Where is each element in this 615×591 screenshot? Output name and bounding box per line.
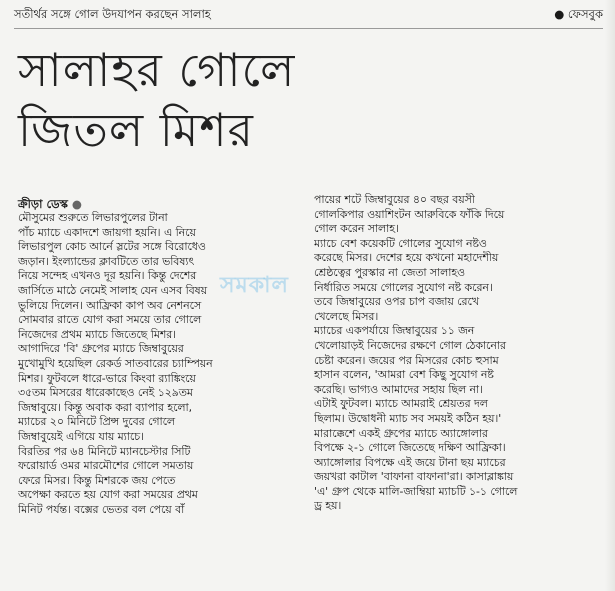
photo-source: ● ফেসবুক [554,7,603,21]
byline-text: ক্রীড়া ডেস্ক [18,197,68,211]
article-line: শ্রেষ্ঠত্বের পুরস্কার না জেতা সালাহও [314,265,465,279]
headline-line-2: জিতল মিশর [18,103,254,157]
article-line: পায়ের শটে জিম্বাবুয়ের ৪০ বছর বয়সী [314,193,475,206]
article-line: নিজেদের প্রথম ম্যাচে জিতেছে মিশর। [18,327,177,341]
article-line: গোল করেন সালাহ। [314,222,399,236]
article-line: 'এ' গ্রুপ থেকে মালি-জাম্বিয়া ম্যাচটি ১-১ গোলে [314,484,518,498]
article-line: ৩৫তম মিসরের ধারেকাছেও নেই ১২৯তম [18,386,193,400]
article-line: মুখোমুখি হয়েছিল রেকর্ড সাতবারের চ্যাম্পিয়ন [18,356,213,370]
headline-line-1: সালাহর গোলে [18,43,296,97]
article-column-left [18,211,308,517]
article-line: লিভারপুল কোচ আর্নে স্লটের সঙ্গে বিরোধেও [18,240,206,254]
watermark-logo: সমকাল [220,273,289,298]
article-line: ভুলিয়ে দিলেন। আফ্রিকা কাপ অব নেশনসে [18,298,202,312]
article-line: জিম্বাবুয়েই এগিয়ে যায় ম্যাচে। [18,429,144,443]
article-line: খেলোয়াড়ই নিজেদের রক্ষণে গোল ঠেকানোর [314,338,506,352]
article-line: বিরতির পর ৬৪ মিনিটে ম্যানচেস্টার সিটি [18,444,191,458]
article-line: চেষ্টা করেন। জয়ের পর মিসরের কোচ হুসাম [314,353,499,367]
photo-caption [14,6,603,22]
article-line: সোমবার রাতে যোগ করা সময়ে তার গোলে [18,313,202,327]
article-line: মিশর। ফুটবলে ধারে-ভারে কিংবা র‍্যাঙ্কিংয়ে [18,371,196,385]
article-line: মিনিট পর্যন্ত। বক্সের ভেতর বল পেয়ে বাঁ [18,502,185,516]
article-line: জড়ান। ইংল্যান্ডের ক্লাবটিতে তার ভবিষ্যৎ [18,254,195,268]
article-line: মৌসুমের শুরুতে লিভারপুলের টানা [18,211,168,224]
article-line: পাঁচ ম্যাচে একাদশে জায়গা হয়নি। এ নিয়ে [18,225,196,239]
article-line: অ্যাঙ্গোলার বিপক্ষে এই জয়ে টানা ছয় ম্যাচের [314,455,506,469]
article-line: নিয়ে সন্দেহ এখনও দূর হয়নি। কিন্তু দেশের [18,269,197,283]
article-line: খেলেছে মিসর। [314,309,379,323]
article-line: বিপক্ষে ২-১ গোলে জিতেছে দক্ষিণ আফ্রিকা। [314,441,506,455]
article-line: এটাই ফুটবল। ম্যাচে আমরাই শ্রেয়তর দল [314,397,488,411]
page-edge-shadow [605,0,615,591]
article-line: ফরোয়ার্ড ওমর মারমৌশের গোলে সমতায় [18,459,194,473]
article-line: করেছি। ভাগ্যও আমাদের সহায় ছিল না। [314,382,483,396]
article-line: অপেক্ষা করতে হয় যোগ করা সময়ের প্রথম [18,488,198,502]
article-line: জার্সিতে মাঠে নেমেই সালাহ যেন এসব বিষয় [18,283,207,297]
article-line: ম্যাচে বেশ কয়েকটি গোলের সুযোগ নষ্টও [314,236,487,250]
article-line: আগাদিরে 'বি' গ্রুপের ম্যাচে জিম্বাবুয়ের [18,342,184,356]
article-line: তবে জিম্বাবুয়ের ওপর চাপ বজায় রেখে [314,295,479,309]
article-line: জয়খরা কাটাল 'বাফানা বাফানা'রা। কাসাব্লাঙ্কায় [314,470,514,484]
article-line: নির্ধারিত সময়ে গোলের সুযোগ নষ্ট করেন। [314,280,493,294]
article-line: ম্যাচের ২০ মিনিটে প্রিন্স দুবের গোলে [18,415,175,429]
headline [18,40,338,160]
caption-divider [14,28,603,29]
article-line: করেছে মিসর। দেশের হয়ে কখনো মহাদেশীয় [314,251,499,265]
article-line: মারাক্কেশে একই গ্রুপের ম্যাচে অ্যাঙ্গোলার [314,426,488,440]
caption-text: সতীর্থর সঙ্গে গোল উদযাপন করছেন সালাহ [14,7,211,21]
article-line: ফেরে মিসর। কিন্তু মিশরকে জয় পেতে [18,473,176,487]
article-line: গোলকিপার ওয়াশিংটন আরুবিকে ফাঁকি দিয়ে [314,207,505,221]
article-line: ম্যাচের একপর্যায়ে জিম্বাবুয়ের ১১ জন [314,324,475,338]
article-line: জিম্বাবুয়ে। কিন্তু অবাক করা ব্যাপার হলো, [18,400,193,414]
article-line: হাসান বলেন, 'আমরা বেশ কিছু সুযোগ নষ্ট [314,368,494,382]
byline-dot: ● [71,197,82,211]
article-line: ড্র হয়। [314,499,342,513]
article-line: ছিলাম। উদ্বোধনী ম্যাচ সব সময়ই কঠিন হয়।' [314,411,502,425]
article-column-right [314,193,602,514]
